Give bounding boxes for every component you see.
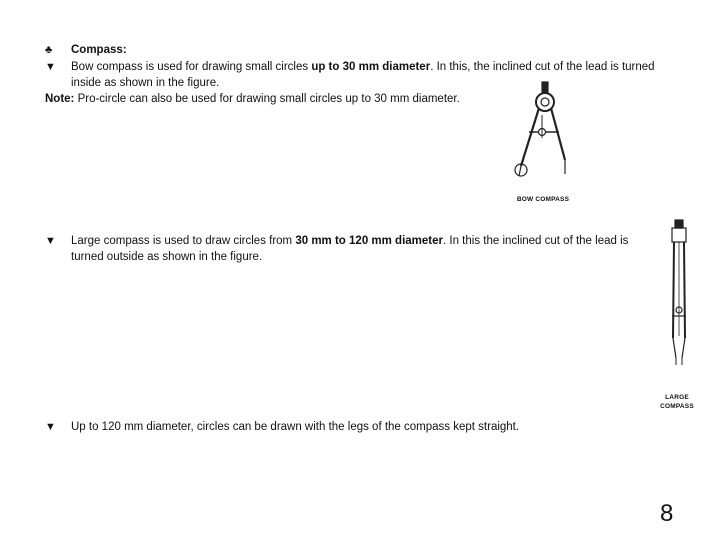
- bullet-3-text: Up to 120 mm diameter, circles can be drawn with the legs of the compass kept straight.: [71, 421, 520, 433]
- bullet-3-icon: ▼: [45, 421, 56, 433]
- bow-compass-caption: BOW COMPASS: [516, 196, 570, 203]
- heading-bullet-icon: ♣: [45, 44, 53, 56]
- large-compass-caption-line2: COMPASS: [660, 403, 694, 410]
- note-label: Note:: [45, 93, 75, 105]
- large-compass-figure: [664, 218, 694, 368]
- bullet-2-icon: ▼: [45, 235, 56, 247]
- large-compass-caption-line1: LARGE: [665, 394, 689, 401]
- note-text: Pro-circle can also be used for drawing small circles up to 30 mm diameter.: [74, 93, 460, 105]
- bullet-1-text: Bow compass is used for drawing small circles up to 30 mm diameter. In this, the inclined cut of the lead is turned inside as shown in the figure.: [71, 61, 655, 89]
- bullet-2-text: Large compass is used to draw circles from 30 mm to 120 mm diameter. In this the inclined cut of the lead is turned outside as shown in the figure.: [71, 235, 629, 263]
- large-compass-caption: [652, 393, 702, 411]
- page-number: 8: [660, 500, 674, 527]
- bullet-1-icon: ▼: [45, 61, 56, 73]
- heading-title: Compass:: [71, 44, 127, 56]
- bow-compass-figure: [505, 80, 585, 192]
